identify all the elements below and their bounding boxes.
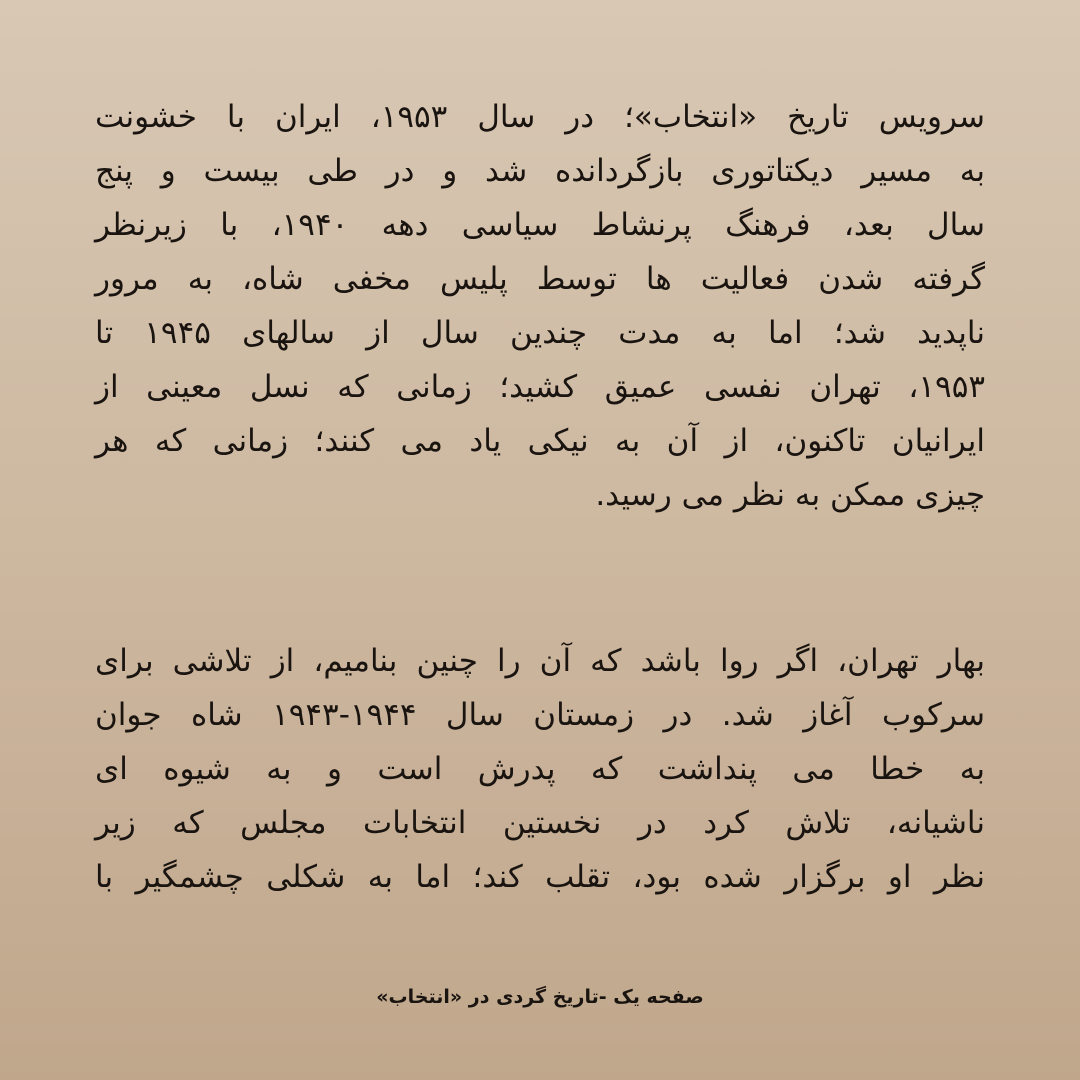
text-line: سال بعد، فرهنگ پرنشاط سیاسی دهه ۱۹۴۰، با زیرنظر	[95, 207, 985, 243]
text-line: ناشیانه، تلاش کرد در نخستین انتخابات مجلس که زیر	[95, 805, 985, 841]
text-line: بهار تهران، اگر روا باشد که آن را چنین بنامیم، از تلاشی برای	[95, 643, 985, 679]
paragraph-2	[95, 634, 985, 904]
text-line: ناپدید شد؛ اما به مدت چندین سال از سالهای ۱۹۴۵ تا	[95, 315, 985, 351]
page-footer: صفحه یک -تاریخ گردی در «انتخاب»	[376, 986, 704, 1008]
text-line: ایرانیان تاکنون، از آن به نیکی یاد می کنند؛ زمانی که هر	[95, 423, 985, 459]
text-line: نظر او برگزار شده بود، تقلب کند؛ اما به شکلی چشمگیر با	[95, 859, 985, 895]
text-line: به مسیر دیکتاتوری بازگردانده شد و در طی بیست و پنج	[95, 153, 985, 189]
text-line: به خطا می پنداشت که پدرش است و به شیوه ای	[95, 751, 985, 787]
paragraph-1	[95, 90, 985, 522]
text-line: ۱۹۵۳، تهران نفسی عمیق کشید؛ زمانی که نسل معینی از	[95, 369, 985, 405]
text-line: سرکوب آغاز شد. در زمستان سال ۱۹۴۴-۱۹۴۳ شاه جوان	[95, 697, 985, 733]
text-line: چیزی ممکن به نظر می رسید.	[595, 477, 985, 513]
text-line: سرویس تاریخ «انتخاب»؛ در سال ۱۹۵۳، ایران با خشونت	[95, 99, 985, 135]
text-line: گرفته شدن فعالیت ها توسط پلیس مخفی شاه، به مرور	[95, 261, 985, 297]
